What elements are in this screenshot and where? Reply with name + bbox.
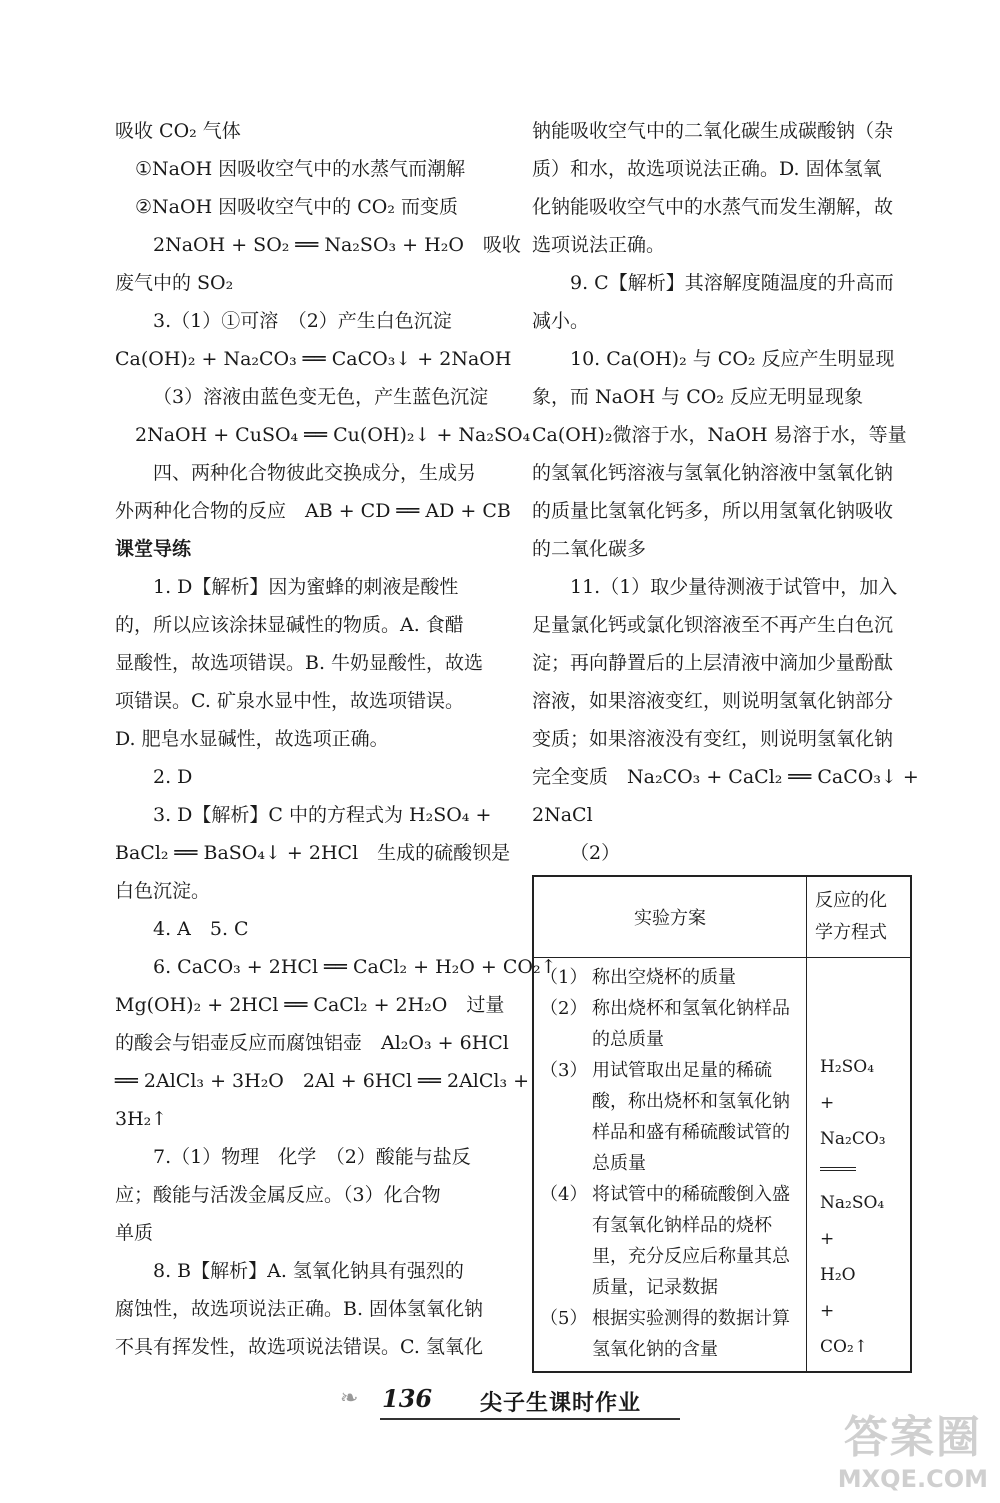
step-number: （1） bbox=[540, 967, 588, 988]
step-number: （3） bbox=[540, 1060, 588, 1081]
step-number: （2） bbox=[540, 998, 588, 1019]
text-line: 化钠能吸收空气中的水蒸气而发生潮解，故 bbox=[532, 196, 894, 218]
step-text: 将试管中的稀硫酸倒入盛有氢氧化钠样品的烧杯里，充分反应后称量其总质量，记录数据 bbox=[592, 1184, 790, 1298]
text-line: （3）溶液由蓝色变无色，产生蓝色沉淀 bbox=[153, 386, 489, 408]
text-line: 6. CaCO₃ + 2HCl ══ CaCl₂ + H₂O + CO₂↑ bbox=[153, 956, 557, 978]
text-line: 8. B【解析】A. 氢氧化钠具有强烈的 bbox=[153, 1260, 464, 1282]
text-line: 3. D【解析】C 中的方程式为 H₂SO₄ + bbox=[153, 804, 492, 826]
text-line: 的二氧化碳多 bbox=[532, 538, 647, 560]
flourish-icon: ❧ bbox=[340, 1386, 359, 1411]
step-text: 称出空烧杯的质量 bbox=[592, 967, 736, 988]
text-line: 选项说法正确。 bbox=[532, 234, 666, 256]
book-title: 尖子生课时作业 bbox=[480, 1391, 642, 1416]
right-column bbox=[532, 112, 919, 872]
text-line: 1. D【解析】因为蜜蜂的刺液是酸性 bbox=[153, 576, 459, 598]
text-line: 2NaCl bbox=[532, 804, 593, 826]
step-number: （5） bbox=[540, 1308, 588, 1329]
text-line: 4. A 5. C bbox=[153, 918, 249, 940]
text-line: 淀；再向静置后的上层清液中滴加少量酚酞 bbox=[532, 652, 894, 674]
step-number: （4） bbox=[540, 1184, 588, 1205]
text-line: 吸收 CO₂ 气体 bbox=[115, 120, 241, 142]
table-body-row bbox=[533, 958, 911, 1373]
text-line: 应；酸能与活泼金属反应。（3）化合物 bbox=[115, 1184, 441, 1206]
eq-line: H₂SO₄ + bbox=[820, 1057, 892, 1113]
equals-sign bbox=[820, 1167, 856, 1171]
text-line: 减小。 bbox=[532, 310, 590, 332]
header-equation: 反应的化学方程式 bbox=[807, 876, 912, 958]
equation-block bbox=[808, 959, 909, 1365]
steps-cell bbox=[533, 958, 807, 1373]
text-line: 项错误。C. 矿泉水显中性，故选项错误。 bbox=[115, 690, 464, 712]
eq-line: Na₂CO₃ bbox=[820, 1129, 886, 1149]
text-line: 显酸性，故选项错误。B. 牛奶显酸性，故选 bbox=[115, 652, 484, 674]
text-line: （2） bbox=[570, 842, 621, 864]
step-text: 称出烧杯和氢氧化钠样品的总质量 bbox=[592, 998, 790, 1050]
experiment-table bbox=[532, 875, 912, 1373]
text-line: 足量氯化钙或氯化钡溶液至不再产生白色沉 bbox=[532, 614, 894, 636]
text-line: Mg(OH)₂ + 2HCl ══ CaCl₂ + 2H₂O 过量 bbox=[115, 994, 505, 1016]
text-line: ①NaOH 因吸收空气中的水蒸气而潮解 bbox=[135, 158, 466, 180]
text-line: 变质；如果溶液没有变红，则说明氢氧化钠 bbox=[532, 728, 894, 750]
step-text: 用试管取出足量的稀硫酸，称出烧杯和氢氧化钠样品和盛有稀硫酸试管的总质量 bbox=[592, 1060, 790, 1174]
step-item bbox=[534, 1055, 806, 1179]
text-line: 四、两种化合物彼此交换成分，生成另 bbox=[153, 462, 477, 484]
page-number: 136 bbox=[382, 1384, 433, 1413]
step-item bbox=[534, 1179, 806, 1303]
step-text: 根据实验测得的数据计算氢氧化钠的含量 bbox=[592, 1308, 790, 1360]
step-item bbox=[534, 993, 806, 1055]
text-line: 的酸会与铝壶反应而腐蚀铝壶 Al₂O₃ + 6HCl bbox=[115, 1032, 509, 1054]
text-line: 2. D bbox=[153, 766, 193, 788]
text-line: 2NaOH + CuSO₄ ══ Cu(OH)₂↓ + Na₂SO₄ bbox=[135, 424, 531, 446]
text-line: 质）和水，故选项说法正确。D. 固体氢氧 bbox=[532, 158, 882, 180]
text-line: 的质量比氢氧化钙多，所以用氢氧化钠吸收 bbox=[532, 500, 894, 522]
text-line: ══ 2AlCl₃ + 3H₂O 2Al + 6HCl ══ 2AlCl₃ + bbox=[115, 1070, 530, 1092]
footer-rule bbox=[380, 1418, 680, 1420]
text-line: 11.（1）取少量待测液于试管中，加入 bbox=[570, 576, 898, 598]
watermark-text: 答案圈 bbox=[843, 1412, 982, 1463]
text-line: 完全变质 Na₂CO₃ + CaCl₂ ══ CaCO₃↓ + bbox=[532, 766, 919, 788]
text-line: Ca(OH)₂ + Na₂CO₃ ══ CaCO₃↓ + 2NaOH bbox=[115, 348, 512, 370]
text-line: 溶液，如果溶液变红，则说明氢氧化钠部分 bbox=[532, 690, 894, 712]
eq-line: H₂O + bbox=[820, 1265, 890, 1321]
text-line: 10. Ca(OH)₂ 与 CO₂ 反应产生明显现 bbox=[570, 348, 895, 370]
equation-cell bbox=[807, 958, 912, 1373]
text-line: 2NaOH + SO₂ ══ Na₂SO₃ + H₂O 吸收 bbox=[153, 234, 521, 256]
text-line: 单质 bbox=[115, 1222, 154, 1244]
eq-line: CO₂↑ bbox=[820, 1337, 869, 1357]
step-item bbox=[534, 962, 806, 993]
text-line: 不具有挥发性，故选项说法错误。C. 氢氧化 bbox=[115, 1336, 483, 1358]
watermark-url: MXQE.COM bbox=[837, 1465, 988, 1493]
left-column bbox=[115, 112, 557, 1366]
text-line: 3H₂↑ bbox=[115, 1108, 168, 1130]
watermark-logo bbox=[838, 1401, 988, 1493]
text-line: 外两种化合物的反应 AB + CD ══ AD + CB bbox=[115, 500, 511, 522]
text-line: Ca(OH)₂微溶于水，NaOH 易溶于水，等量 bbox=[532, 424, 907, 446]
table-header-row bbox=[533, 876, 911, 958]
text-line: 白色沉淀。 bbox=[115, 880, 211, 902]
text-line: 3.（1）①可溶 （2）产生白色沉淀 bbox=[153, 310, 452, 332]
text-line: 腐蚀性，故选项说法正确。B. 固体氢氧化钠 bbox=[115, 1298, 484, 1320]
text-line: 9. C【解析】其溶解度随温度的升高而 bbox=[570, 272, 894, 294]
page-footer bbox=[340, 1380, 700, 1424]
text-line: 的，所以应该涂抹显碱性的物质。A. 食醋 bbox=[115, 614, 464, 636]
step-item bbox=[534, 1303, 806, 1365]
header-plan: 实验方案 bbox=[533, 876, 807, 958]
text-line: 的氢氧化钙溶液与氢氧化钠溶液中氢氧化钠 bbox=[532, 462, 894, 484]
section-heading: 课堂导练 bbox=[115, 538, 192, 560]
text-line: 钠能吸收空气中的二氧化碳生成碳酸钠（杂 bbox=[532, 120, 894, 142]
text-line: 象，而 NaOH 与 CO₂ 反应无明显现象 bbox=[532, 386, 863, 408]
text-line: D. 肥皂水显碱性，故选项正确。 bbox=[115, 728, 389, 750]
text-line: 废气中的 SO₂ bbox=[115, 272, 234, 294]
text-line: 7.（1）物理 化学 （2）酸能与盐反 bbox=[153, 1146, 471, 1168]
eq-line: Na₂SO₄ + bbox=[820, 1193, 902, 1249]
text-line: BaCl₂ ══ BaSO₄↓ + 2HCl 生成的硫酸钡是 bbox=[115, 842, 511, 864]
text-line: ②NaOH 因吸收空气中的 CO₂ 而变质 bbox=[135, 196, 458, 218]
